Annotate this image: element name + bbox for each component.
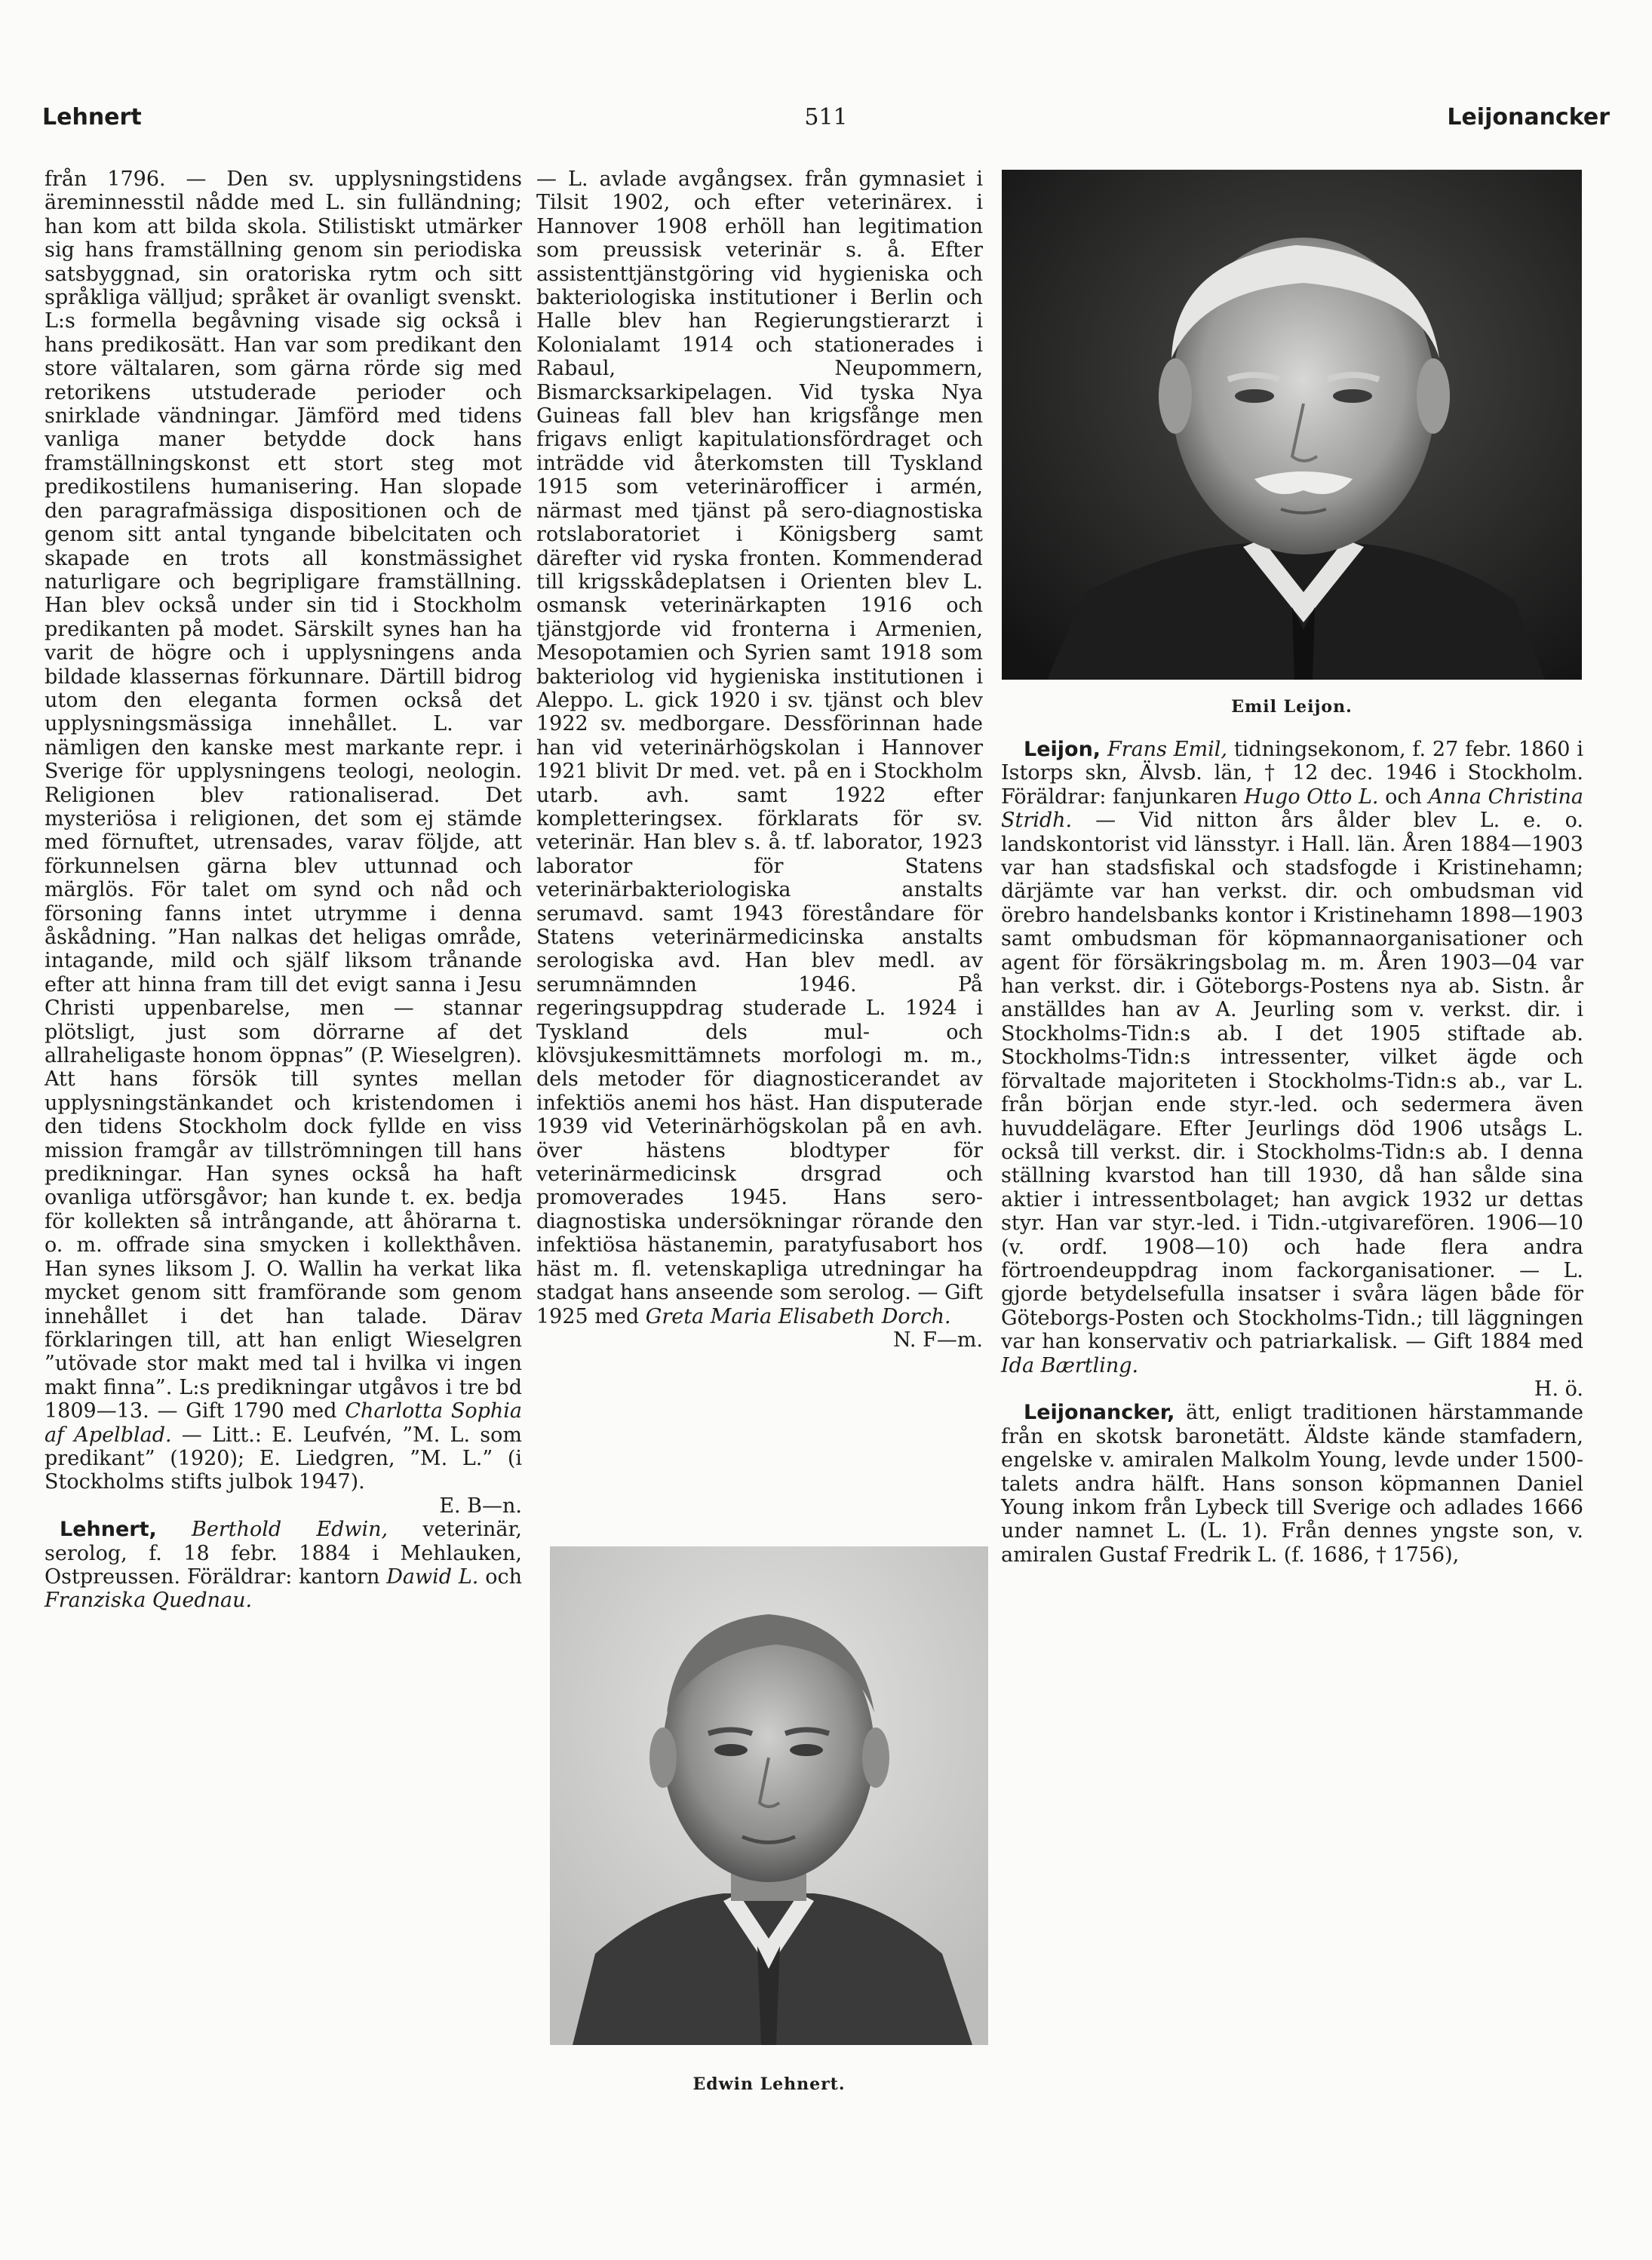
entry-lehnert [45, 1518, 522, 1613]
entry-text: veterinär, serolog, f. 18 febr. 1884 i Mehlauken, Ostpreussen. Föräldrar: kantorn [45, 1518, 522, 1589]
conjunction: och [478, 1564, 522, 1589]
author-signature: E. B—n. [439, 1494, 522, 1518]
literature-references: — Litt.: E. Leufvén, ”M. L. som predikant” (1920); E. Liedgren, ”M. L.” (i Stockholms stifts julbok 1947). [45, 1423, 522, 1494]
entry-headword: Leijon, [1024, 738, 1101, 761]
entry-text: från 1796. — Den sv. upplysningstidens äreminnesstil nådde med L. sin fulländning; han kom att bilda skola. Stilistiskt utmärker sig hans framställning genom sin periodiska satsbyggnad, sin oratoriska rytm och sitt språkliga välljud; språket är ovanligt svenskt. L:s formella begåvning visade sig också i hans predikosätt. Han var som predikant den store vältalaren, som gärna rörde sig med retorikens utstuderade perioder och snirklade vändningar. Jämförd med tidens vanliga maner betydde dock hans framställningskonst ett stort steg mot predikostilens humanisering. Han slopade den paragrafmässiga dispositionen och de genom sitt antal tyngande bibelcitaten och skapade en trots all konstmässighet naturligare och begripligare framställning. Han blev också under sin tid i Stockholm predikanten på modet. Särskilt synes han ha varit de högre och i upplysningens anda bildade klassernas förkunnare. Därtill bidrog utom den eleganta formen också det upplysningsmässiga innehållet. L. var nämligen den kanske mest markante repr. i Sverige för upplysningens teologi, neologin. Religionen blev rationaliserad. Det mysteriösa i religionen, det som ej stämde med förnuftet, utrensades, varav följde, att förkunnelsen gärna blev uttunnad och märglös. För talet om synd och nåd och försoning fanns intet utrymme i denna åskådning. ”Han nalkas det heligas område, intagande, mild och själf liksom trånande efter att hinna fram till det evigt sanna i Jesu Christi uppenbarelse, men — stannar plötsligt, just som dörrarne af det allraheligaste honom öppnas” (P. Wieselgren). Att hans försök till syntes mellan upplysningstänkandet och kristendomen i den tidens Stockholm dock fyllde en viss mission framgår av tillströmningen till hans predikningar. Han synes också ha haft ovanliga utförsgåvor; han kunde t. ex. bedja för kollekten så intrångande, att åhörarna t. o. m. offrade sina smycken i kollekthåven. Han synes liksom J. O. Wallin ha verkat lika mycket genom sitt framförande som genom innehållet i det han talade. Därav förklaringen till, att han enligt Wieselgren ”utövade stor makt med tal i hvilka vi ingen makt finna”. L:s predikningar utgåvos i tre bd 1809—13. — Gift 1790 med [45, 167, 522, 1423]
portrait-photo-emil-leijon [1002, 170, 1582, 680]
portrait-photo-edwin-lehnert [550, 1546, 988, 2045]
spouse-name: Charlotta Sophia af Apelblad. [45, 1399, 522, 1447]
header-left-headword: Lehnert [42, 104, 142, 131]
page-number: 511 [804, 104, 848, 131]
photo-caption-emil-leijon: Emil Leijon. [1231, 697, 1353, 717]
entry-text: ätt, enligt traditionen härstammande från en skotsk baronetätt. Äldste kände stamfadern, engelske v. amiralen Malkolm Young, levde under 1500-talets andra hälft. Hans sonson köpmannen Daniel Young inkom från Lybeck till Sverige och adlades 1666 under namnet L. (L. 1). Från dennes yngste son, v. amiralen Gustaf Fredrik L. (f. 1686, † 1756), [1001, 1401, 1583, 1567]
column-1 [45, 167, 522, 1613]
header-right-headword: Leijonancker [1447, 104, 1610, 131]
portrait-image [1002, 170, 1582, 680]
conjunction: och [1378, 785, 1429, 809]
photo-caption-edwin-lehnert: Edwin Lehnert. [692, 2074, 846, 2094]
running-header [42, 103, 1610, 133]
entry-headword: Leijonancker, [1024, 1401, 1175, 1425]
entry-leijonancker [1001, 1401, 1583, 1567]
entry-lehnert-continued [536, 167, 983, 1352]
person-full-name: Frans Emil, [1107, 738, 1227, 761]
entry-text: tidningsekonom, f. 27 febr. 1860 i Istorps skn, Älvsb. län, † 12 dec. 1946 i Stockholm. Föräldrar: fanjunkaren [1001, 738, 1583, 809]
entry-leijon [1001, 738, 1583, 1401]
column-3 [1001, 738, 1583, 1567]
spouse-name: Greta Maria Elisabeth Dorch. [645, 1304, 951, 1328]
mother-name: Anna Christina Stridh. [1001, 785, 1583, 833]
entry-continuation-paragraph [45, 167, 522, 1518]
entry-text: — L. avlade avgångsex. från gymnasiet i Tilsit 1902, och efter veterinärex. i Hannover 1908 erhöll han legitimation som preussisk veterinär s. å. Efter assistenttjänstgöring vid hygieniska och bakteriologiska institutioner i Berlin och Halle blev han Regierungstierarzt i Kolonialamt 1914 och stationerades i Rabaul, Neupommern, Bismarcksarkipelagen. Vid tyska Nya Guineas fall blev han krigsfånge men frigavs enligt kapitulationsfördraget och inträdde vid återkomsten till Tyskland 1915 som veterinärofficer i armén, närmast med tjänst på sero-diagnostiska rotslaboratoriet i Königsberg samt därefter vid ryska fronten. Kommenderad till krigsskådeplatsen i Orienten blev L. osmansk veterinärkapten 1916 och tjänstgjorde vid fronterna i Armenien, Mesopotamien och Syrien samt 1918 som bakteriolog vid hygieniska institutionen i Aleppo. L. gick 1920 i sv. tjänst och blev 1922 sv. medborgare. Dessförinnan hade han vid veterinärhögskolan i Hannover 1921 blivit Dr med. vet. på en i Stockholm utarb. avh. samt 1922 efter kompletteringsex. förklarats för sv. veterinär. Han blev s. å. tf. laborator, 1923 laborator för Statens veterinärbakteriologiska anstalts serumavd. samt 1943 föreståndare för Statens veterinärmedicinska anstalts serologiska avd. Han blev medl. av serumnämnden 1946. På regeringsuppdrag studerade L. 1924 i Tyskland dels mul- och klövsjukesmittämnets morfologi m. m., dels metoder för diagnosticerandet av infektiös anemi hos häst. Han disputerade 1939 vid Veterinärhögskolan på en avh. över hästens blodtyper för veterinärmedicinsk drsgrad och promoverades 1945. Hans sero-diagnostiska undersökningar rörande den infektiösa hästanemin, paratyfusabort hos häst m. fl. vetenskapliga utredningar ha stadgat hans anseende som serolog. — Gift 1925 med [536, 167, 984, 1328]
portrait-image [550, 1546, 988, 2045]
author-signature: N. F—m. [893, 1328, 983, 1352]
column-2 [536, 167, 983, 1352]
spouse-name: Ida Bærtling. [1001, 1353, 1139, 1377]
mother-name: Franziska Quednau. [45, 1589, 253, 1613]
person-full-name: Berthold Edwin, [192, 1518, 388, 1542]
author-signature: H. ö. [1534, 1377, 1583, 1401]
father-name: Dawid L. [386, 1564, 479, 1589]
entry-text: — Vid nitton års ålder blev L. e. o. landskontorist vid länsstyr. i Hall. län. Åren 1884—1903 var han stadsfiskal och stadsfogde i Kristinehamn; därjämte var han verkst. dir. och ombudsman vid örebro handelsbanks kontor i Kristinehamn 1898—1903 samt ombudsman för köpmannaorganisationer och agent för försäkringsbolag m. m. Åren 1903—04 var han verkst. dir. i Göteborgs-Postens nya ab. Sistn. år anställdes han av A. Jeurling som v. verkst. dir. i Stockholms-Tidn:s ab. I det 1905 stiftade ab. Stockholms-Tidn:s intressenter, vilket ägde och förvaltade majoriteten i Stockholms-Tidn:s ab., var L. från början ende styr.-led. och sedermera även huvuddelägare. Efter Jeurlings död 1906 utsågs L. också till verkst. dir. i Stockholms-Tidn:s ab. I denna ställning kvarstod han till 1930, då han sålde sina aktier i intressentbolaget; han avgick 1932 ur dettas styr. Han var styr.-led. i Tidn.-utgivarefören. 1906—10 (v. ordf. 1908—10) och hade flera andra förtroendeuppdrag inom fackorganisationer. — L. gjorde betydelsefulla insatser i svåra lägen både för Göteborgs-Posten och Stockholms-Tidn.; till läggningen var han konservativ och patriarkalisk. — Gift 1884 med [1001, 809, 1583, 1354]
father-name: Hugo Otto L. [1244, 785, 1379, 809]
entry-headword: Lehnert, [60, 1518, 157, 1542]
